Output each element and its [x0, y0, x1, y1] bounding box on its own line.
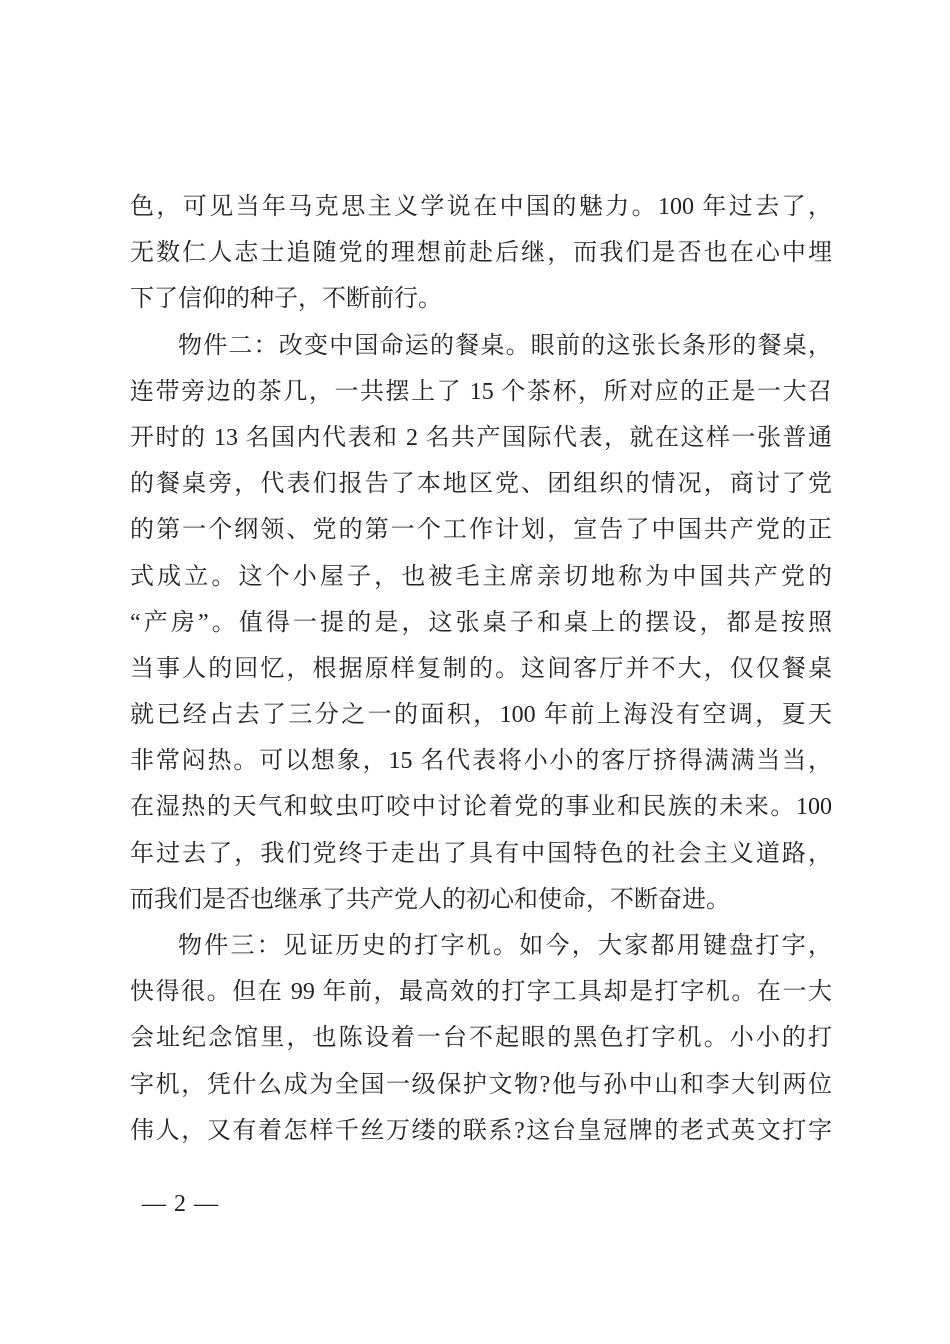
text-line: 无数仁人志士追随党的理想前赴后继，而我们是否也在心中埋 [130, 240, 832, 267]
text-line: 而我们是否也继承了共产党人的初心和使命，不断奋进。 [130, 886, 730, 913]
text-line: “产房”。值得一提的是，这张桌子和桌上的摆设，都是按照 [130, 609, 832, 636]
text-line: 的第一个纲领、党的第一个工作计划，宣告了中国共产党的正 [130, 517, 832, 544]
text-line: 的餐桌旁，代表们报告了本地区党、团组织的情况，商讨了党 [130, 471, 832, 498]
text-line: 式成立。这个小屋子，也被毛主席亲切地称为中国共产党的 [130, 563, 832, 590]
text-line: 下了信仰的种子，不断前行。 [130, 286, 442, 313]
text-line: 快得很。但在 99 年前，最高效的打字工具却是打字机。在一大 [130, 979, 832, 1006]
text-line: 在湿热的天气和蚊虫叮咬中讨论着党的事业和民族的未来。100 [130, 794, 832, 821]
text-line: 连带旁边的茶几，一共摆上了 15 个茶杯，所对应的正是一大召 [130, 378, 832, 405]
text-line: 当事人的回忆，根据原样复制的。这间客厅并不大，仅仅餐桌 [130, 655, 832, 682]
text-line: 开时的 13 名国内代表和 2 名共产国际代表，就在这样一张普通 [130, 424, 832, 451]
text-line: 非常闷热。可以想象，15 名代表将小小的客厅挤得满满当当， [130, 748, 832, 775]
text-line: 物件三：见证历史的打字机。如今，大家都用键盘打字， [178, 933, 832, 959]
text-line: 年过去了，我们党终于走出了具有中国特色的社会主义道路， [130, 840, 832, 867]
text-line: 会址纪念馆里，也陈设着一台不起眼的黑色打字机。小小的打 [130, 1025, 832, 1052]
text-line: 就已经占去了三分之一的面积，100 年前上海没有空调，夏天 [130, 702, 832, 729]
text-line: 物件二：改变中国命运的餐桌。眼前的这张长条形的餐桌， [178, 332, 832, 359]
text-line: 色，可见当年马克思主义学说在中国的魅力。100 年过去了， [130, 194, 832, 220]
page-number: — 2 — [142, 1191, 219, 1217]
body-text [130, 184, 832, 1154]
text-line: 伟人，又有着怎样千丝万缕的联系?这台皇冠牌的老式英文打字 [130, 1117, 832, 1144]
text-line: 字机，凭什么成为全国一级保护文物?他与孙中山和李大钊两位 [130, 1071, 832, 1098]
